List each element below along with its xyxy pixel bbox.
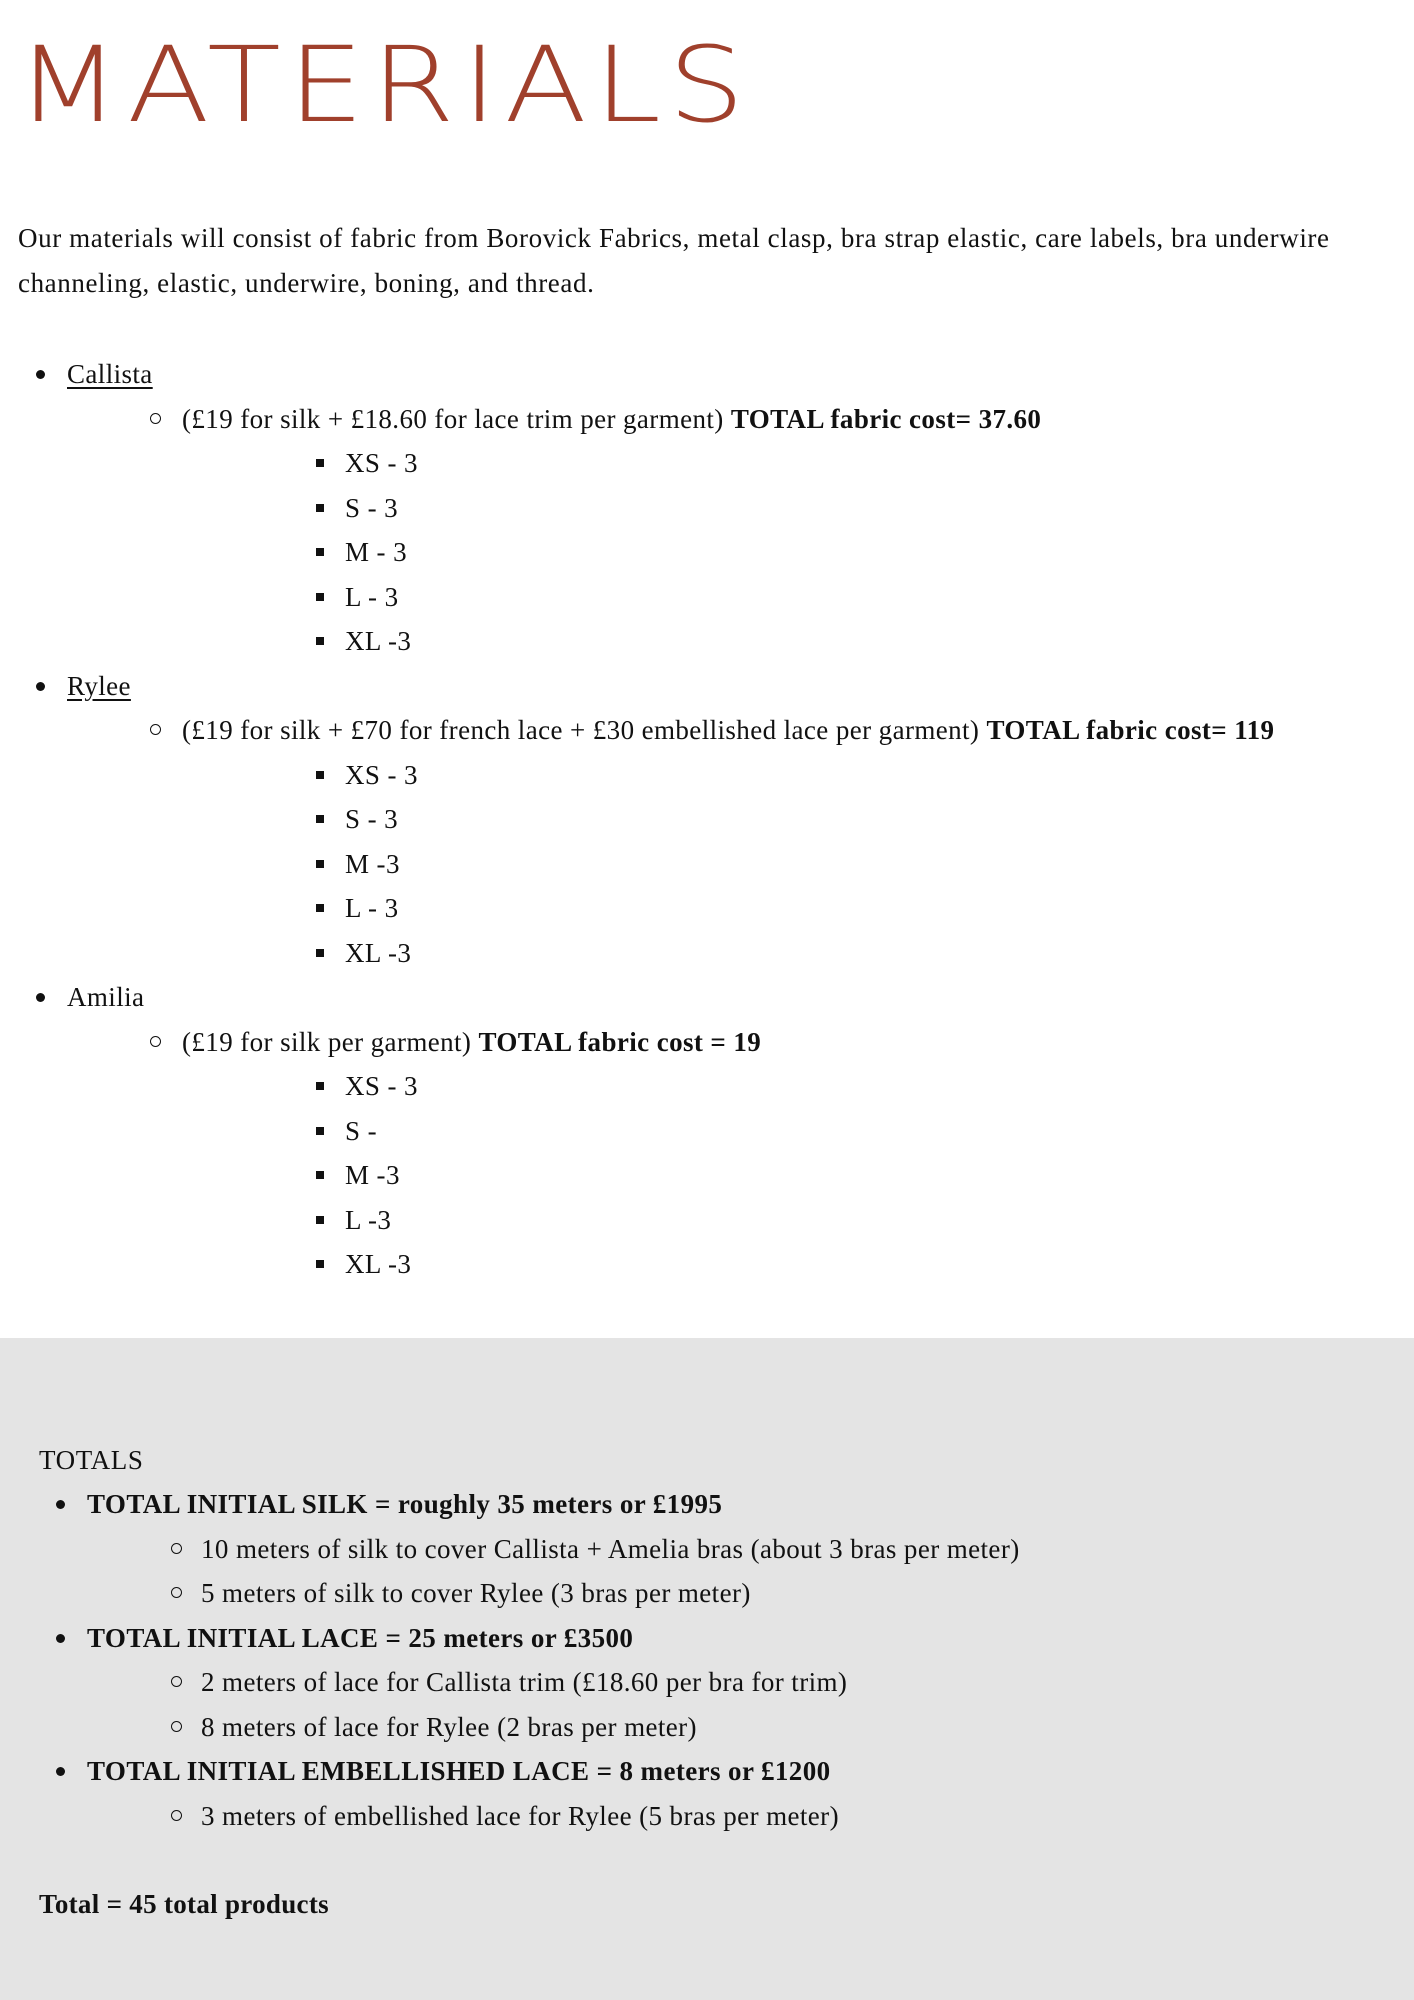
totals-list xyxy=(21,1482,1401,1838)
totals-item-lace xyxy=(21,1616,1401,1750)
garment-total-cost: TOTAL fabric cost = 19 xyxy=(478,1026,762,1057)
garment-item-amilia xyxy=(0,975,1414,1287)
garment-name-link[interactable]: Callista xyxy=(67,359,153,389)
garment-cost-line xyxy=(67,397,1414,664)
totals-item-silk xyxy=(21,1482,1401,1616)
size-item: XS - 3 xyxy=(182,1064,1414,1109)
garment-cost-line xyxy=(67,708,1414,975)
garment-cost-text: (£19 for silk + £70 for french lace + £30 embellished lace per garment) xyxy=(182,715,987,745)
size-item: L - 3 xyxy=(182,575,1414,620)
totals-panel xyxy=(0,1338,1414,2000)
totals-detail: 3 meters of embellished lace for Rylee (5 bras per meter) xyxy=(87,1794,1401,1839)
totals-detail: 5 meters of silk to cover Rylee (3 bras per meter) xyxy=(87,1571,1401,1616)
garment-total-cost: TOTAL fabric cost= 119 xyxy=(986,715,1275,745)
garment-total-cost: TOTAL fabric cost= 37.60 xyxy=(730,403,1042,434)
size-item: L -3 xyxy=(182,1198,1414,1243)
grand-total: Total = 45 total products xyxy=(39,1889,329,1919)
size-item: L - 3 xyxy=(182,886,1414,931)
garment-cost-line xyxy=(67,1020,1414,1287)
size-item: XS - 3 xyxy=(182,753,1414,798)
totals-item-embellished-lace xyxy=(21,1749,1401,1838)
totals-detail: 2 meters of lace for Callista trim (£18.60 per bra for trim) xyxy=(87,1660,1401,1705)
size-item: XL -3 xyxy=(182,1242,1414,1287)
garment-cost-text: (£19 for silk per garment) xyxy=(182,1026,479,1057)
totals-detail: 10 meters of silk to cover Callista + Amelia bras (about 3 bras per meter) xyxy=(87,1527,1401,1572)
garment-name-link[interactable]: Rylee xyxy=(67,670,131,701)
size-item: XL -3 xyxy=(182,931,1414,976)
totals-item-label: TOTAL INITIAL LACE = 25 meters or £3500 xyxy=(87,1622,634,1653)
size-item: M - 3 xyxy=(182,530,1414,575)
page-title: MATERIALS xyxy=(16,24,752,146)
size-item: XL -3 xyxy=(182,619,1414,664)
size-item: M -3 xyxy=(182,1153,1414,1198)
size-item: M -3 xyxy=(182,842,1414,887)
garment-item-rylee xyxy=(0,664,1414,976)
totals-heading: TOTALS xyxy=(39,1445,144,1475)
garment-name: Amilia xyxy=(67,982,145,1012)
totals-detail: 8 meters of lace for Rylee (2 bras per meter) xyxy=(87,1705,1401,1750)
garment-cost-text: (£19 for silk + £18.60 for lace trim per garment) xyxy=(182,403,731,434)
garment-list xyxy=(0,352,1414,1287)
intro-paragraph: Our materials will consist of fabric from Borovick Fabrics, metal clasp, bra strap elastic, care labels, bra underwire channeling, elastic, underwire, boning, and thread. xyxy=(18,223,1330,298)
size-item: S - xyxy=(182,1109,1414,1154)
totals-item-label: TOTAL INITIAL SILK = roughly 35 meters or £1995 xyxy=(87,1489,723,1519)
size-item: XS - 3 xyxy=(182,441,1414,486)
size-item: S - 3 xyxy=(182,486,1414,531)
size-item: S - 3 xyxy=(182,797,1414,842)
totals-item-label: TOTAL INITIAL EMBELLISHED LACE = 8 meters or £1200 xyxy=(87,1756,831,1786)
garment-item-callista xyxy=(0,352,1414,664)
